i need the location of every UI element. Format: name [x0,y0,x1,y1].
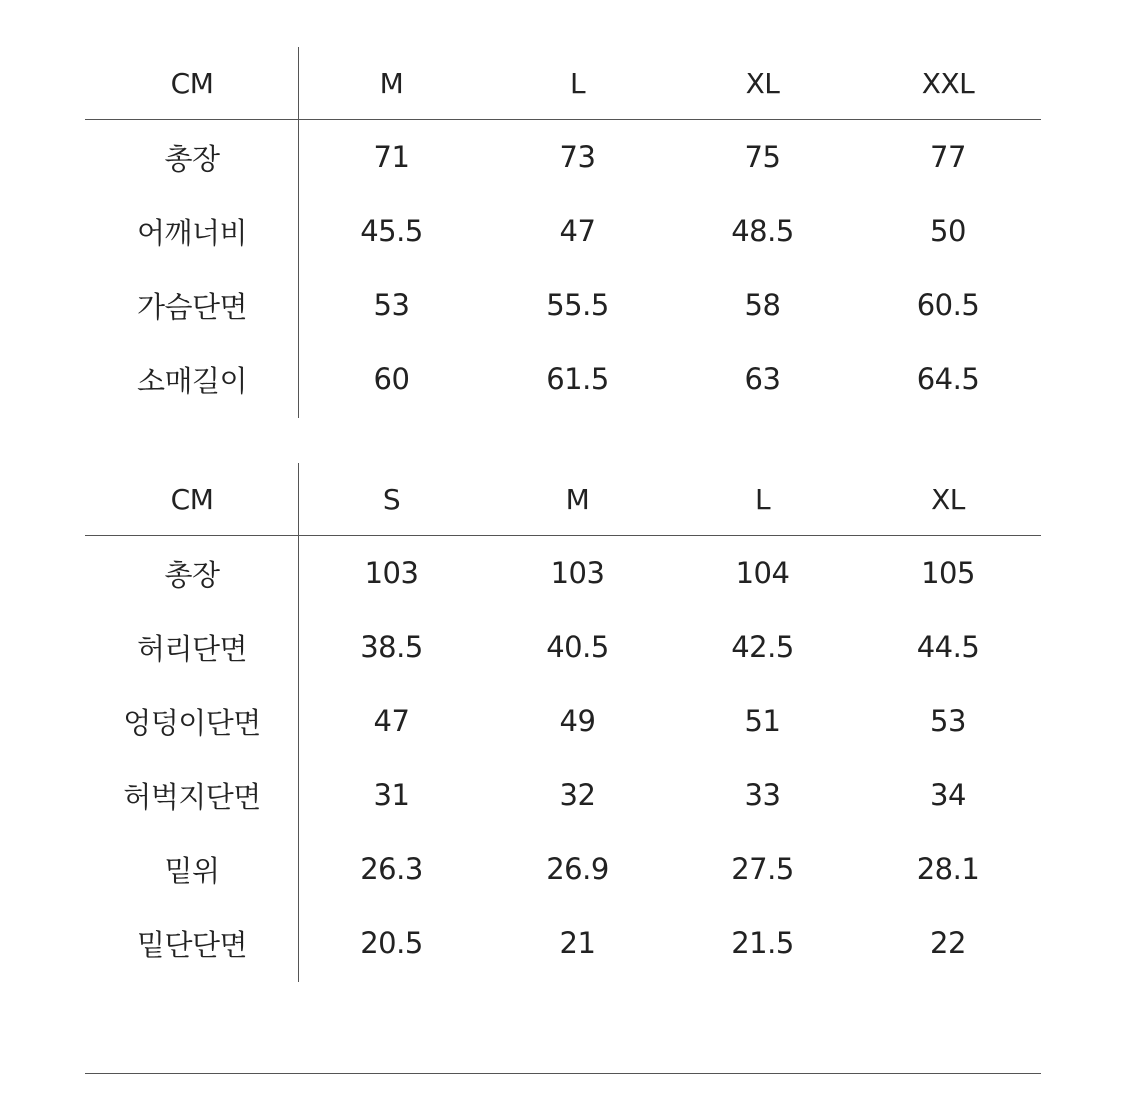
table-cell: 49 [559,704,596,738]
table-row [85,610,1041,684]
row-label: 총장 [164,557,220,592]
table-cell: 63 [744,362,781,396]
table-cell: 21.5 [731,926,794,960]
table-cell: 20.5 [360,926,423,960]
table-cell: 34 [930,778,966,812]
table-row [85,342,1041,416]
size-header: M [565,482,590,516]
size-header: XL [745,66,780,100]
table-header-row [85,47,1041,120]
size-header: L [754,482,771,516]
table-cell: 21 [559,926,596,960]
table-row [85,684,1041,758]
table-cell: 47 [559,214,596,248]
table-cell: 61.5 [546,362,609,396]
table-cell: 73 [559,140,596,174]
table-cell: 40.5 [546,630,609,664]
row-label: 가슴단면 [136,289,248,324]
table-cell: 55.5 [546,288,609,322]
size-header: L [569,66,586,100]
table-header-row [85,463,1041,536]
table-cell: 32 [559,778,596,812]
table-cell: 71 [373,140,410,174]
table-cell: 47 [373,704,410,738]
table-cell: 28.1 [916,852,980,886]
table-cell: 38.5 [360,630,423,664]
table-cell: 77 [930,140,966,174]
table-row [85,758,1041,832]
row-label: 밑단단면 [136,927,248,962]
table-row [85,120,1041,194]
footer-divider [85,1073,1041,1074]
unit-header: CM [170,482,214,516]
size-header: XL [931,482,965,516]
table-cell: 53 [373,288,410,322]
table-cell: 48.5 [731,214,794,248]
row-label: 총장 [164,141,220,176]
row-label: 밑위 [164,853,220,888]
row-label: 허리단면 [136,631,248,666]
table-cell: 64.5 [916,362,980,396]
table-cell: 44.5 [916,630,980,664]
table-cell: 22 [930,926,966,960]
table-cell: 104 [735,556,790,590]
size-header: M [379,66,404,100]
row-label: 엉덩이단면 [123,705,261,740]
table-cell: 103 [550,556,605,590]
table-cell: 75 [744,140,781,174]
table-cell: 60 [373,362,410,396]
table-cell: 26.3 [360,852,423,886]
table-cell: 50 [930,214,966,248]
table-cell: 42.5 [731,630,794,664]
table-cell: 45.5 [360,214,423,248]
table-cell: 33 [744,778,781,812]
table-row [85,268,1041,342]
table-cell: 58 [744,288,781,322]
table-row [85,536,1041,610]
table-row [85,832,1041,906]
row-label: 소매길이 [136,363,248,398]
table-cell: 60.5 [916,288,980,322]
size-header: XXL [921,66,975,100]
table-cell: 51 [744,704,781,738]
table-row [85,194,1041,268]
size-header: S [382,482,401,516]
table-cell: 31 [373,778,410,812]
table-row [85,906,1041,980]
top-size-table [85,47,1041,416]
row-label: 어깨너비 [136,215,248,250]
table-cell: 103 [364,556,419,590]
bottom-size-table [85,463,1041,980]
row-label: 허벅지단면 [123,779,261,814]
table-cell: 105 [921,556,975,590]
unit-header: CM [170,66,214,100]
table-cell: 26.9 [546,852,609,886]
table-cell: 27.5 [731,852,794,886]
table-cell: 53 [930,704,966,738]
